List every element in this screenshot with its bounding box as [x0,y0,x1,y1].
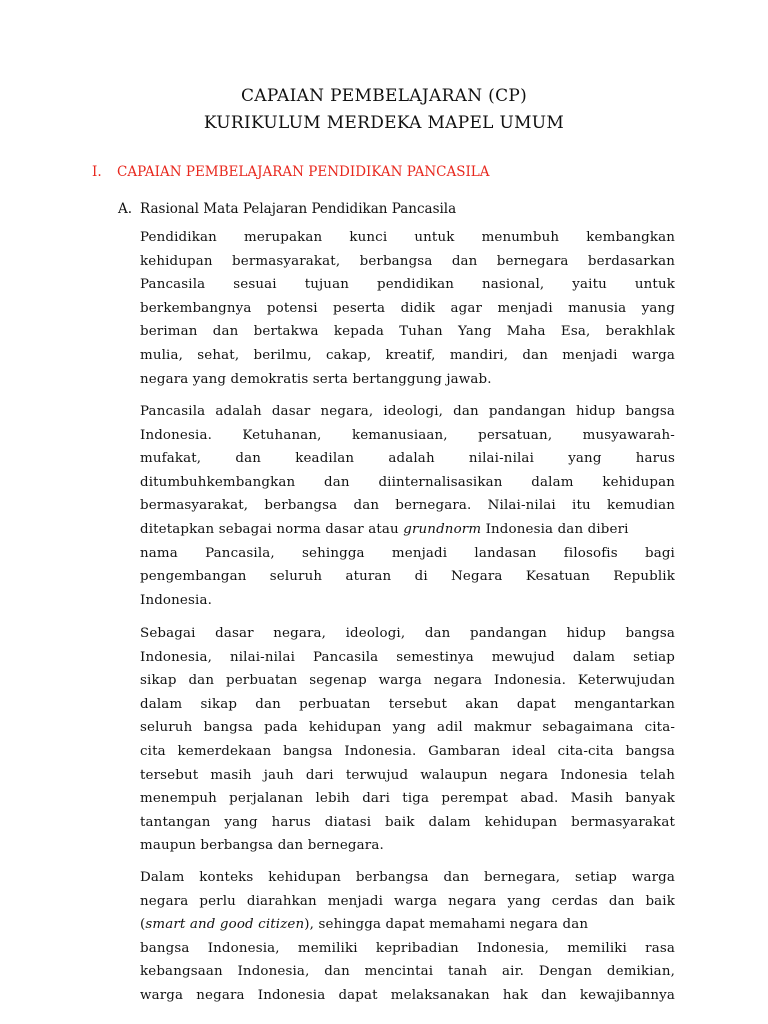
paragraph-line: Pendidikan merupakan kunci untuk menumbuh kembangkan [140,230,675,245]
paragraph-line: beriman dan bertakwa kepada Tuhan Yang Maha Esa, berakhlak [140,324,675,340]
paragraph-line: negara perlu diarahkan menjadi warga negara yang cerdas dan baik [140,893,675,909]
paragraph-line: cita kemerdekaan bangsa Indonesia. Gambaran ideal cita-cita bangsa [140,743,675,759]
paragraph-line: berkembangnya potensi peserta didik agar menjadi manusia yang [140,300,675,316]
paragraph-line: Indonesia. Ketuhanan, kemanusiaan, persatuan, musyawarah- [140,427,675,443]
subsection-title: Rasional Mata Pelajaran Pendidikan Pancasila [140,201,457,217]
paragraph-line: menempuh perjalanan lebih dari tiga perempat abad. Masih banyak [140,791,675,807]
italic-term: smart and good citizen [145,917,305,933]
paragraph-line [140,518,675,542]
paragraph-line: Pancasila adalah dasar negara, ideologi, dan pandangan hidup bangsa [140,404,675,419]
paragraph-line: ditumbuhkembangkan dan diinternalisasikan dalam kehidupan [140,474,675,490]
paragraph-line: sikap dan perbuatan segenap warga negara Indonesia. Keterwujudan [140,673,675,689]
paragraph-text: Indonesia dan diberi [481,521,629,537]
paragraph-line: mulia, sehat, berilmu, cakap, kreatif, mandiri, dan menjadi warga [140,347,675,363]
section-title: CAPAIAN PEMBELAJARAN PENDIDIKAN PANCASILA [117,164,490,180]
paragraph-4 [140,866,675,1008]
paragraph-line: warga negara Indonesia dapat melaksanakan hak dan kewajibannya [140,987,675,1003]
document-title-line-2: KURIKULUM MERDEKA MAPEL UMUM [203,113,565,133]
paragraph-line: tantangan yang harus diatasi baik dalam kehidupan bermasyarakat [140,814,675,830]
paragraph-line: bangsa Indonesia, memiliki kepribadian Indonesia, memiliki rasa [140,940,675,956]
section-number: I. [92,164,102,180]
paragraph-line: tersebut masih jauh dari terwujud walaupun negara Indonesia telah [140,767,675,783]
paragraph-line [140,913,675,937]
paragraph-text: ditetapkan sebagai norma dasar atau [140,521,404,537]
paragraph-3 [140,622,675,858]
subsection-heading [118,201,456,217]
paragraph-line: kehidupan bermasyarakat, berbangsa dan bernegara berdasarkan [140,253,675,269]
paragraph-line: seluruh bangsa pada kehidupan yang adil makmur sebagaimana cita- [140,720,675,736]
document-title-line-1: CAPAIAN PEMBELAJARAN (CP) [240,86,528,106]
paragraph-1 [140,226,675,391]
paragraph-line: Indonesia. [140,592,212,608]
paragraph-line: Dalam konteks kehidupan berbangsa dan bernegara, setiap warga [140,870,675,885]
paragraph-line: dalam sikap dan perbuatan tersebut akan dapat mengantarkan [140,696,675,712]
italic-term: grundnorm [403,521,482,537]
paragraph-line: Pancasila sesuai tujuan pendidikan nasional, yaitu untuk [140,277,675,293]
paragraph-line: Sebagai dasar negara, ideologi, dan pandangan hidup bangsa [140,626,675,641]
paragraph-line: mufakat, dan keadilan adalah nilai-nilai yang harus [140,451,675,467]
paragraph-line: pengembangan seluruh aturan di Negara Kesatuan Republik [140,569,675,585]
paragraph-line: bermasyarakat, berbangsa dan bernegara. Nilai-nilai itu kemudian [140,498,675,514]
subsection-letter: A. [118,201,133,217]
paragraph-line: kebangsaan Indonesia, dan mencintai tanah air. Dengan demikian, [140,964,675,980]
section-heading [92,164,490,180]
paragraph-2 [140,400,675,612]
paragraph-line: nama Pancasila, sehingga menjadi landasan filosofis bagi [140,545,675,561]
paragraph-line: negara yang demokratis serta bertanggung jawab. [140,371,492,387]
paragraph-line: maupun berbangsa dan bernegara. [140,838,384,854]
paragraph-text: ), sehingga dapat memahami negara dan [304,917,589,933]
paragraph-line: Indonesia, nilai-nilai Pancasila semestinya mewujud dalam setiap [140,649,675,665]
paragraph-text: ( [140,917,146,933]
